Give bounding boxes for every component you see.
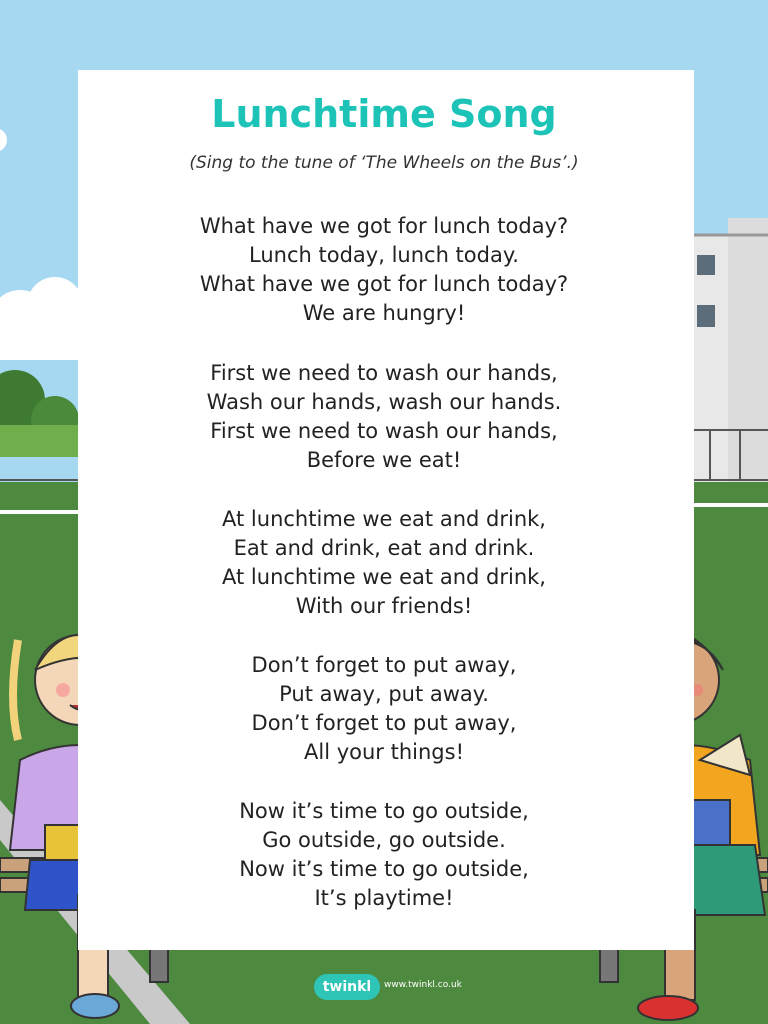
lyric-line: Don’t forget to put away, [251, 711, 517, 735]
verse [0, 359, 768, 475]
lyric-line: We are hungry! [302, 301, 466, 325]
lyric-line: First we need to wash our hands, [210, 361, 558, 385]
verse [0, 212, 768, 328]
lyric-line: Go outside, go outside. [262, 828, 506, 852]
lyric-line: Now it’s time to go outside, [239, 857, 529, 881]
verse [0, 651, 768, 767]
lyric-line: What have we got for lunch today? [199, 214, 569, 238]
lyric-line: At lunchtime we eat and drink, [222, 565, 546, 589]
verse [0, 797, 768, 913]
lyric-line: Wash our hands, wash our hands. [206, 390, 562, 414]
lyric-line: With our friends! [295, 594, 473, 618]
lyric-line: It’s playtime! [314, 886, 454, 910]
lyric-line: Before we eat! [306, 448, 462, 472]
lyric-line: Lunch today, lunch today. [249, 243, 519, 267]
lyric-line: Eat and drink, eat and drink. [233, 536, 535, 560]
lyric-line: Put away, put away. [279, 682, 489, 706]
lyric-line: What have we got for lunch today? [199, 272, 569, 296]
lyric-line: Don’t forget to put away, [251, 653, 517, 677]
lyric-line: First we need to wash our hands, [210, 419, 558, 443]
footer-url[interactable]: www.twinkl.co.uk [384, 980, 462, 990]
song-subtitle: (Sing to the tune of ‘The Wheels on the Bus’.) [189, 153, 579, 173]
verse [0, 505, 768, 621]
lyric-line: All your things! [304, 740, 464, 764]
page-title: Lunchtime Song [211, 92, 557, 136]
lyric-line: Now it’s time to go outside, [239, 799, 529, 823]
twinkl-logo[interactable]: twinkl [314, 974, 380, 1000]
lyric-line: At lunchtime we eat and drink, [222, 507, 546, 531]
